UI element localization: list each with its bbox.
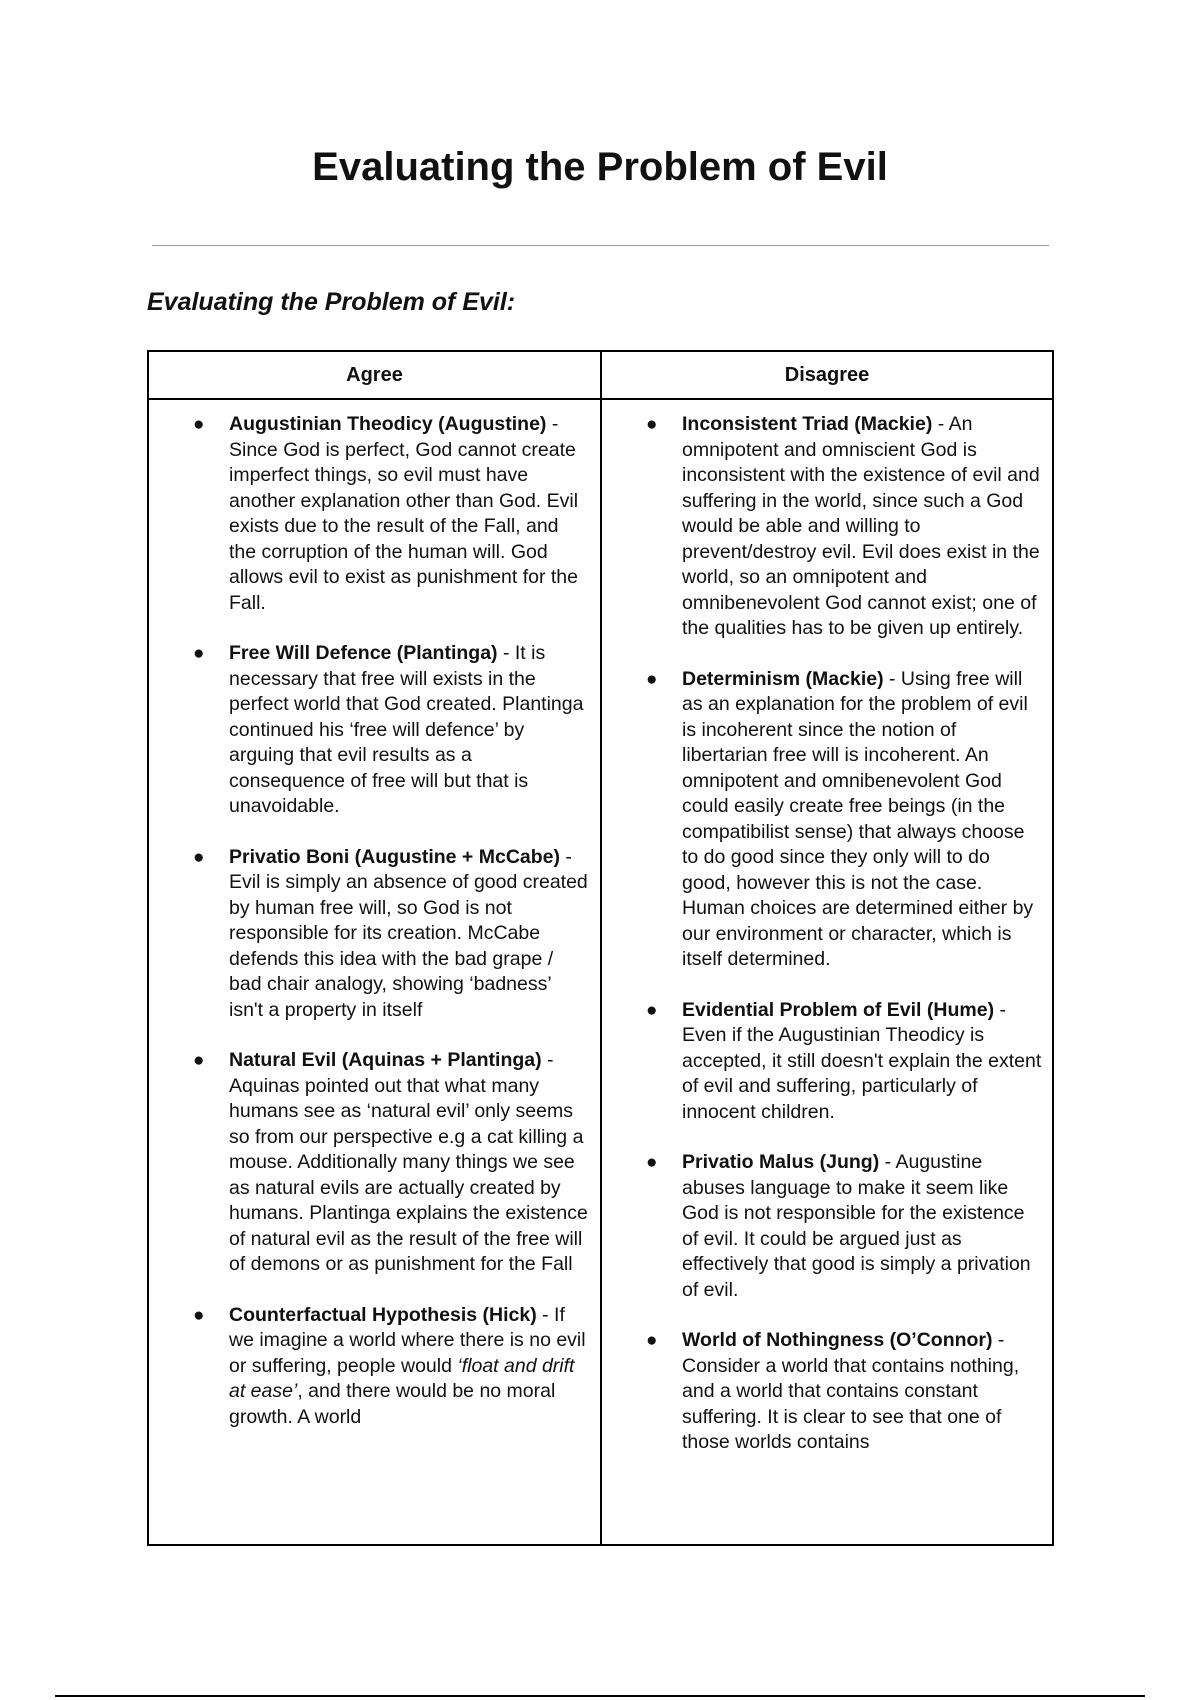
point-text: - Consider a world that contains nothing, and a world that contains constant suffering. It is clear to see that one of those worlds contains (682, 1329, 1020, 1453)
disagree-list (602, 412, 1042, 1456)
point-text: - If we imagine a world where there is no evil or suffering, people would (229, 1303, 586, 1377)
point-text: - Aquinas pointed out that what many humans see as ‘natural evil’ only seems so from our perspective e.g a cat killing a mouse. Additionally many things we see as natural evils are actually created by humans. Plantinga explains the existence of natural evil as the result of the free will of demons or as punishment for the Fall (229, 1049, 588, 1275)
bullet-icon: ● (193, 643, 205, 664)
point-title: World of Nothingness (O’Connor) (682, 1329, 993, 1351)
point-title: Counterfactual Hypothesis (Hick) (229, 1303, 537, 1326)
bullet-icon: ● (646, 414, 658, 435)
point-title: Privatio Boni (Augustine + McCabe) (229, 845, 560, 868)
bullet-icon: ● (646, 1152, 658, 1173)
point-text: - Using free will as an explanation for the problem of evil is incoherent since the notion of libertarian free will is incoherent. An omnipotent and omnibenevolent God could easily create free beings (in the compatibilist sense) that always choose to do good since they only will to do good, however this is not the case. Human choices are determined either by our environment or character, which is itself determined. (682, 667, 1034, 970)
disagree-point-evidential-problem (602, 998, 1042, 1126)
bullet-icon: ● (193, 1050, 205, 1071)
point-text: - It is necessary that free will exists in the perfect world that God created. Plantinga continued his ‘free will defence’ by arguing that evil results as a consequence of free will but that is unavoidable. (229, 642, 584, 817)
title-divider (152, 245, 1049, 246)
agree-point-free-will-defence (149, 641, 590, 820)
bullet-icon: ● (646, 999, 658, 1021)
agree-point-natural-evil (149, 1048, 590, 1278)
point-text: - Since God is perfect, God cannot create imperfect things, so evil must have another explanation other than God. Evil exists due to the result of the Fall, and the corruption of the human will. God allows evil to exist as punishment for the Fall. (229, 413, 579, 614)
disagree-point-world-of-nothingness (602, 1328, 1042, 1456)
point-title: Natural Evil (Aquinas + Plantinga) (229, 1049, 542, 1071)
point-text: - Augustine abuses language to make it seem like God is not responsible for the existence of evil. It could be argued just as effectively that good is simply a privation of evil. (682, 1151, 1031, 1301)
bullet-icon: ● (193, 846, 205, 868)
disagree-point-inconsistent-triad (602, 412, 1042, 642)
point-text: - Evil is simply an absence of good created by human free will, so God is not responsible for its creation. McCabe defends this idea with the bad grape / bad chair analogy, showing ‘badness’ isn't a property in itself (229, 845, 588, 1021)
evaluation-table (147, 350, 1054, 1546)
agree-point-augustinian-theodicy (149, 412, 590, 616)
column-header-agree: Agree (149, 352, 602, 400)
agree-column (149, 400, 602, 1544)
column-header-disagree: Disagree (602, 352, 1052, 400)
point-text: - An omnipotent and omniscient God is inconsistent with the existence of evil and suffering in the world, since such a God would be able and willing to prevent/destroy evil. Evil does exist in the world, so an omnipotent and omnibenevolent God cannot exist; one of the qualities has to be given up entirely. (682, 413, 1040, 639)
bullet-icon: ● (193, 414, 205, 435)
point-title: Privatio Malus (Jung) (682, 1151, 880, 1173)
point-quote: ‘float and drift at ease’ (229, 1354, 575, 1402)
bullet-icon: ● (193, 1304, 205, 1326)
point-title: Augustinian Theodicy (Augustine) (229, 413, 547, 435)
section-heading: Evaluating the Problem of Evil: (147, 288, 516, 316)
point-text: - Even if the Augustinian Theodicy is accepted, it still doesn't explain the extent of evil and suffering, particularly of innocent children. (682, 998, 1042, 1123)
point-text-after: , and there would be no moral growth. A world (229, 1380, 556, 1428)
point-title: Evidential Problem of Evil (Hume) (682, 998, 995, 1021)
agree-point-privatio-boni (149, 845, 590, 1024)
point-title: Inconsistent Triad (Mackie) (682, 413, 933, 435)
agree-point-counterfactual-hypothesis (149, 1303, 590, 1431)
point-title: Determinism (Mackie) (682, 667, 884, 690)
disagree-point-privatio-malus (602, 1150, 1042, 1303)
disagree-point-determinism (602, 667, 1042, 973)
bullet-icon: ● (646, 1330, 658, 1351)
disagree-column (602, 400, 1052, 1544)
bullet-icon: ● (646, 668, 658, 690)
point-title: Free Will Defence (Plantinga) (229, 642, 498, 664)
page-bottom-divider (55, 1695, 1145, 1697)
agree-list (149, 412, 590, 1430)
document-title: Evaluating the Problem of Evil (312, 145, 888, 189)
